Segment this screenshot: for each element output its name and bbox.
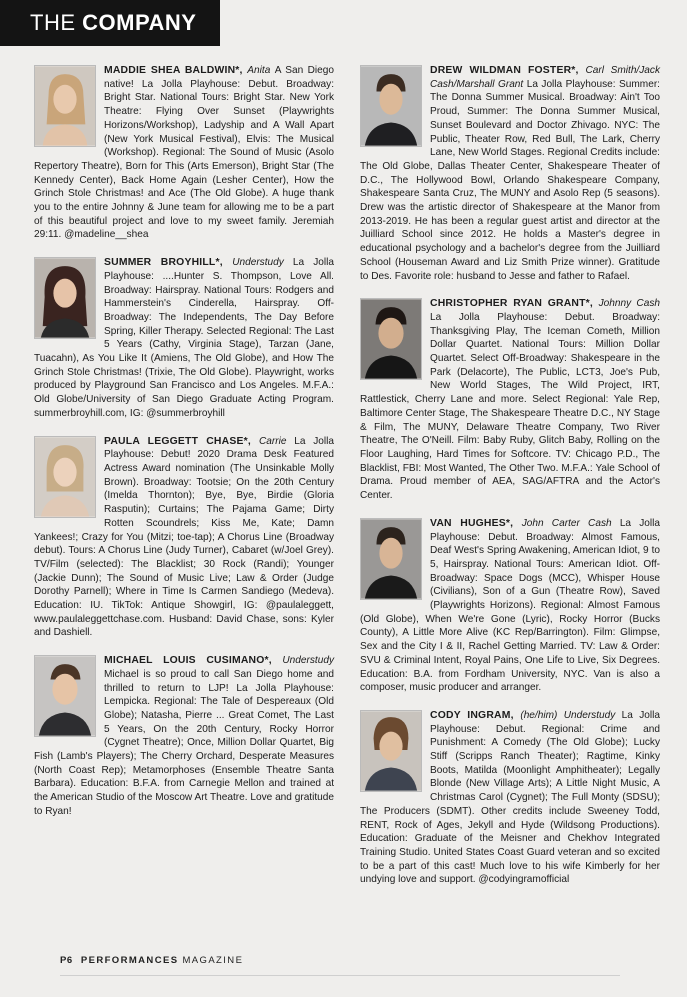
- bio-maddie-baldwin: [34, 64, 334, 242]
- bio-text: La Jolla Playhouse: Summer: The Donna Summer Musical. Broadway: Ain't Too Proud, Summer: The Donna Summer Musical, Sunset Boulevard and Doctor Zhivago. NYC: The Public, Theater Row, Red Bull, The Lark, Cherry Lane, New World Stages. Regional Credits include: The Old Globe, Dallas Theater Center, Shakespeare Theater of D.C., The Hollywood Bowl, Orlando Shakespeare Company, Shakespeare Santa Cruz, The MUNY and Asolo Rep (5 seasons). Drew was the artistic director of Shakespeare at the Manor from 2013-2019. He has been a regular guest artist and director at the Juilliard School since 2012. He holds a Master's degree in educational psychology and a bachelor's degree from the Juilliard School (Houseman Award and Liz Smith Prize winner). Gratitude to Des. Favorite role: husband to Jesse and father to Rafael.: [360, 78, 660, 282]
- header-title: COMPANY: [82, 10, 197, 35]
- performer-name: DREW WILDMAN FOSTER*,: [430, 65, 586, 76]
- performer-role: Carrie: [258, 435, 295, 447]
- performer-name: PAULA LEGGETT CHASE*,: [104, 435, 259, 447]
- magazine-label: MAGAZINE: [182, 955, 244, 966]
- bio-drew-foster: [360, 64, 660, 283]
- headshot-photo: [34, 655, 96, 737]
- bio-paula-chase: [34, 435, 334, 641]
- right-column: [360, 64, 660, 901]
- performer-name: CHRISTOPHER RYAN GRANT*,: [430, 298, 599, 310]
- bio-van-hughes: [360, 517, 660, 695]
- bio-text: La Jolla Playhouse: Debut. Broadway: Almost Famous, Deaf West's Spring Awakening, American Idiot, 9 to 5, Hairspray. National Tours: American Idiot. Off-Broadway: Space Dogs (MCC), Whisper House (Civilians), Son of a Gun (Theatre Row), Saved (Playwrights Horizons). Regional: Almost Famous (Old Globe), When We're Gone (Lyric), Rocky Horror (Bucks County), A Little More Alive (KC Rep/Barrington). Film: Glimpse, Sex and the City I & II, Rachel Getting Married. TV: Law & Order: SVU & Criminal Intent, Royal Pains, One Life to Live, Six Degrees. Education: B.A. from Fordham University, NYC. Van is also a composer, music producer and arranger.: [360, 517, 660, 694]
- bio-text: A San Diego native! La Jolla Playhouse: Debut. Broadway: Bright Star. National Tours: Bright Star. New York Theatre: Flying Over Sunset (Playwrights Horizons/Workshop), Ladyship and A Wall Apart (New York Musical Festival), Elvis: The Musical (Workshop). Regional: The Sound of Music (Asolo Repertory Theatre), Born for This (Arts Emerson), Bright Star (The Kennedy Center), Back Home Again (Lesher Center), How the Grinch Stole Christmas! and Ace (The Old Globe). A huge thank you to the entire Johnny & June team for allowing me to be a part of this beautiful project and love to my sweet family. Jeremiah 29:11. @madeline__shea: [34, 65, 335, 241]
- performer-role: (he/him) Understudy: [520, 709, 622, 721]
- header-prefix: THE: [30, 10, 76, 35]
- page-number: P6: [60, 955, 73, 966]
- performer-role: Anita: [247, 65, 275, 76]
- performer-name: MADDIE SHEA BALDWIN*,: [104, 65, 248, 76]
- bio-text: Michael is so proud to call San Diego home and thrilled to return to LJP! La Jolla Playhouse: Lempicka. Regional: The Tale of Despereaux (Old Globe); Natasha, Pierre ... Great Comet, The Last 5 Years, On the 20th Century, Rocky Horror (Cygnet Theatre); Once, Million Dollar Quartet, Big Fish (Lamb's Players); The Cherry Orchard, Desperate Measures (North Coast Rep); Metamorphoses (Ensemble Theatre Santa Barbara). Education: B.F.A. from Carnegie Mellon and trained at the American Studio of the Moscow Art Theatre. Love and gratitude to Ryan!: [34, 668, 334, 817]
- left-column: [34, 64, 334, 833]
- magazine-name: PERFORMANCES: [80, 955, 179, 966]
- performer-name: MICHAEL LOUIS CUSIMANO*,: [104, 655, 283, 667]
- bio-christopher-grant: [360, 297, 660, 503]
- bio-cody-ingram: [360, 709, 660, 887]
- footer-divider: [60, 975, 620, 976]
- headshot-photo: [360, 518, 422, 600]
- headshot-photo: [34, 436, 96, 518]
- headshot-photo: [360, 710, 422, 792]
- performer-name: CODY INGRAM,: [430, 709, 521, 721]
- performer-role: Understudy: [232, 257, 293, 269]
- performer-name: SUMMER BROYHILL*,: [104, 257, 233, 269]
- performer-role: Understudy: [282, 655, 334, 667]
- bio-text: La Jolla Playhouse: Debut. Broadway: Thanksgiving Play, The Iceman Cometh, Million Dollar Quartet. National Tours: Million Dollar Quartet. Select Off-Broadway: Shakespeare in the Park (Delacorte), The Public, LCT3, Joe's Pub, New World Stages, The Wild Project, IRT, Rattlestick, Cherry Lane and more. Select Regional: Yale Rep, Baltimore Center Stage, The Shakespeare Theatre D.C., NY Stage & Film, The MUNY, Delaware Theatre Company, Two River Theatre, The O'Neill. Film: Baby Ruby, Glitch Baby, Rolling on the Floor Laughing, Hard Times for Softcore. TV: Chicago P.D., The Blacklist, FBI: Most Wanted, The Other Two. M.F.A.: Yale School of Drama. Proud member of AEA, SAG/AFTRA and the Actor's Center.: [360, 311, 660, 502]
- page-footer: [60, 955, 243, 966]
- performer-role: Carl Smith/Jack Cash/Marshall Grant: [430, 65, 660, 90]
- bio-text: La Jolla Playhouse: ....Hunter S. Thompson, Love All. Broadway: Hairspray. National Tours: Rodgers and Hammerstein's Cinderella, Hairspray. Off-Broadway: The Independents, The Day Before Spring, Killer Therapy. Selected Regional: The Last 5 Years (Cathy, Virginia Stage), Tarzan (Jane, Tuacahn), As You Like It (Amiens, The Old Globe), and How The Grinch Stole Christmas! (Trixie, The Old Globe). Playwright, works produced by Playground San Francisco and Los Angeles. M.F.A.: Old Globe/University of San Diego Graduate Acting Program. summerbroyhill.com, IG: @summerbroyhill: [34, 257, 334, 419]
- bio-summer-broyhill: [34, 256, 334, 420]
- headshot-photo: [360, 65, 422, 147]
- bio-text: La Jolla Playhouse: Debut. Regional: Crime and Punishment: A Comedy (The Old Globe); Lucky Stiff (Scripps Ranch Theater); Ragtime, Kinky Boots, Matilda (Moonlight Amphitheater); Legally Blonde (New Village Arts); A Little Night Music, A Christmas Carol (Cygnet); The Full Monty (SDSU); The Producers (SDMT). Other credits include Sweeney Todd, RENT, Rock of Ages, Jekyll and Hyde (Wildsong Productions). Education: Graduate of the Meisner and Chekhov Integrated Training Studio. United States Coast Guard veteran and so excited to be a part of this cast! Much love to his wife Kimberly for her undying love and support. @codyingramofficial: [360, 709, 661, 886]
- bio-text: La Jolla Playhouse: Debut! 2020 Drama Desk Featured Actress Award nomination (The Unsinkable Molly Brown). Broadway: Tootsie; On the 20th Century (Imelda Thornton); Bye, Bye, Birdie (Gloria Rasputin); Curtains; The Pajama Game; Dirty Rotten Scoundrels; Kiss Me, Kate; Damn Yankees!; Crazy for You (Mitzi; toe-tap); A Chorus Line (Broadway debut). Tours: A Chorus Line (Judy Turner), Cabaret (w/Joel Grey). TV/Film (selected): The Blacklist; 30 Rock (Randi); Younger (Jackie Dunn); The Sound of Music Live; Law & Order (Judge Dorothy Parnell); Where in Time Is Carmen Sandiego (Medeva). Education: IU. TikTok: Antique Showgirl, IG: @paulaleggett, www.paulaleggettchase.com. Husband: David Chase, sons: Kyler and Dashiell.: [34, 435, 334, 639]
- performer-role: Johnny Cash: [598, 298, 660, 310]
- headshot-photo: [360, 298, 422, 380]
- performer-name: VAN HUGHES*,: [430, 517, 522, 529]
- section-header: [0, 0, 220, 46]
- bio-michael-cusimano: [34, 654, 334, 818]
- headshot-photo: [34, 65, 96, 147]
- headshot-photo: [34, 257, 96, 339]
- performer-role: John Carter Cash: [521, 517, 620, 529]
